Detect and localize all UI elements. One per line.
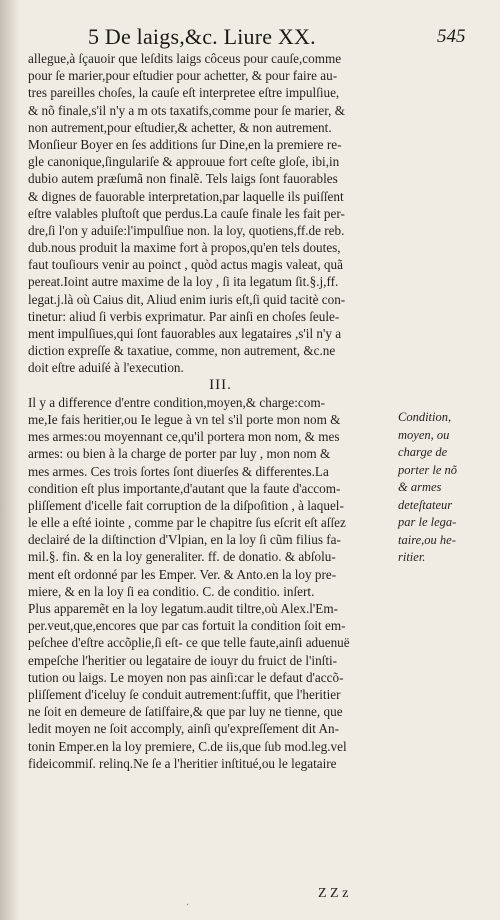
running-head: 5 De laigs,&c. Liure XX.: [88, 24, 316, 49]
margin-note-line: par le lega-: [398, 515, 457, 529]
text-line: pliſſement d'icelle fait corruption de la diſpoſition , à laquel-: [28, 497, 344, 513]
text-line: gle canonique,ſingulariſe & approuue fort ceſte gloſe, ibi,in: [28, 154, 340, 170]
text-line: tution ou laigs. Le moyen non pas ainſi:car le defaut d'accõ-: [28, 669, 344, 685]
text-line: pour ſe marier,pour eſtudier pour achetter, & pour faire au-: [28, 68, 338, 84]
margin-note-line: ritier.: [398, 550, 426, 564]
text-line: dubio autem præſumã non finalẽ. Tels laigs ſont fauorables: [28, 171, 338, 187]
signature-mark: Z Z z: [318, 886, 349, 901]
text-line: Monſieur Boyer en ſes additions ſur Dine,en la premiere re-: [28, 136, 342, 152]
text-line: faut touſiours venir au poinct , quòd actus magis valeat, quã: [28, 257, 343, 273]
body-text: [28, 50, 413, 772]
text-line: ment impulſiues,qui ſont fauorables aux legataires ,s'il n'y a: [28, 326, 342, 341]
margin-note-line: charge de: [398, 445, 448, 459]
margin-note-line: taire,ou he-: [398, 532, 456, 547]
margin-note-line: porter le nõ: [398, 462, 458, 477]
text-line: doit eſtre aduiſé à l'execution.: [28, 360, 184, 376]
text-line: tinetur: aliud ſi verbis exprimatur. Par ainſi en choſes ſeule-: [28, 308, 340, 324]
margin-note-line: & armes: [398, 480, 442, 494]
text-line: & nõ finale,s'il n'y a m ots taxatifs,comme pour ſe marier, &: [28, 102, 345, 118]
page-header: [0, 14, 500, 54]
text-line: Il y a difference d'entre condition,moyen,& charge:com-: [28, 394, 326, 410]
text-line: Plus apparemẽt en la loy legatum.audit tiltre,où Alex.l'Em-: [28, 601, 339, 616]
text-line: empeſche l'heritier ou legataire de iouyr du fruict de l'inſti-: [28, 652, 338, 668]
text-line: mes armes:ou moyennant ce,qu'il portera mon nom, & mes: [28, 429, 340, 445]
text-line: peſchee d'eſtre accõplie,ſi eſt- ce que telle faute,ainſi aduenuë: [28, 635, 350, 651]
margin-note: [398, 409, 498, 567]
text-line: per.veut,que,encores que par cas fortuit la condition ſoit em-: [28, 618, 346, 634]
text-line: armes: ou bien à la charge de porter par luy , mon nom &: [28, 446, 331, 462]
text-line: & dignes de fauorable interpretation,par laquelle ils puiſſent: [28, 188, 344, 204]
margin-note-line: deteſtateur: [398, 497, 453, 512]
text-line: dre,ſi l'on y aduiſe:l'impulſiue non. la loy, quotiens,ff.de reb.: [28, 222, 345, 238]
text-line: dub.nous produit la maxime fort à propos,qu'en tels doutes,: [28, 240, 341, 256]
text-line: eſtre valables pluſtoſt que perdus.La cauſe finale les fait per-: [28, 205, 345, 221]
text-line: me,Ie fais heritier,ou Ie legue à vn tel s'il porte mon nom &: [28, 411, 341, 427]
margin-note-line: Condition,: [398, 410, 452, 424]
text-line: ment eſt ordonné par les Emper. Ver. & Anto.en la loy pre-: [28, 566, 337, 582]
text-line: non autrement,pour eſtudier,& achetter, & non autrement.: [28, 119, 332, 135]
text-line: mil.§. fin. & en la loy generaliter. ff. de donatio. & abſolu-: [28, 549, 336, 565]
text-line: diction expreſſe & taxatiue, comme, non autrement, &c.ne: [28, 343, 336, 359]
footer-smudge: ·: [186, 900, 190, 911]
text-line: legat.j.là où Caius dit, Aliud enim iuris eſt,ſi quid tacitè con-: [28, 291, 346, 307]
text-line: mes armes. Ces trois ſortes ſont diuerſes & differentes.La: [28, 463, 329, 479]
text-line: tonin Emper.en la loy premiere, C.de iis,que ſub mod.leg.vel: [28, 738, 347, 754]
text-line: pereat.Ioint autre maxime de la loy , ſi ita legatum ſit.§.j,ff.: [28, 274, 339, 290]
margin-note-line: moyen, ou: [398, 427, 450, 442]
gutter-shadow: [0, 0, 20, 920]
text-line: pliſſement d'iceluy ſe conduit autrement:ſuffit, que l'heritier: [28, 686, 341, 702]
text-line: ne ſoit en demeure de ſatiſfaire,& que par luy ne tienne, que: [28, 704, 343, 720]
text-line: declairé de la diſtinction d'Vlpian, en la loy ſi cũm filius fa-: [28, 532, 341, 548]
text-line: miere, & en la loy ſi ea conditio. C. de conditio. inſert.: [28, 583, 315, 599]
text-line: ledit moyen ne ſoit accomply, ainſi qu'expreſſement dit An-: [28, 721, 339, 737]
text-line: fideicommiſ. relinq.Ne ſe a l'heritier inſtitué,ou le legataire: [28, 755, 337, 771]
page-number: 545: [437, 26, 466, 47]
text-line: allegue,à ſçauoir que leſdits laigs côceus pour cauſe,comme: [28, 51, 342, 66]
section-heading: III.: [209, 376, 232, 393]
text-line: le elle a eſté iointe , comme par le chapitre ſus eſcrit eſt aſſez: [28, 515, 346, 531]
text-line: tres pareilles choſes, la cauſe eſt interpretee eſtre impulſiue,: [28, 85, 340, 101]
text-line: condition eſt plus importante,d'autant que la faute d'accom-: [28, 480, 341, 496]
